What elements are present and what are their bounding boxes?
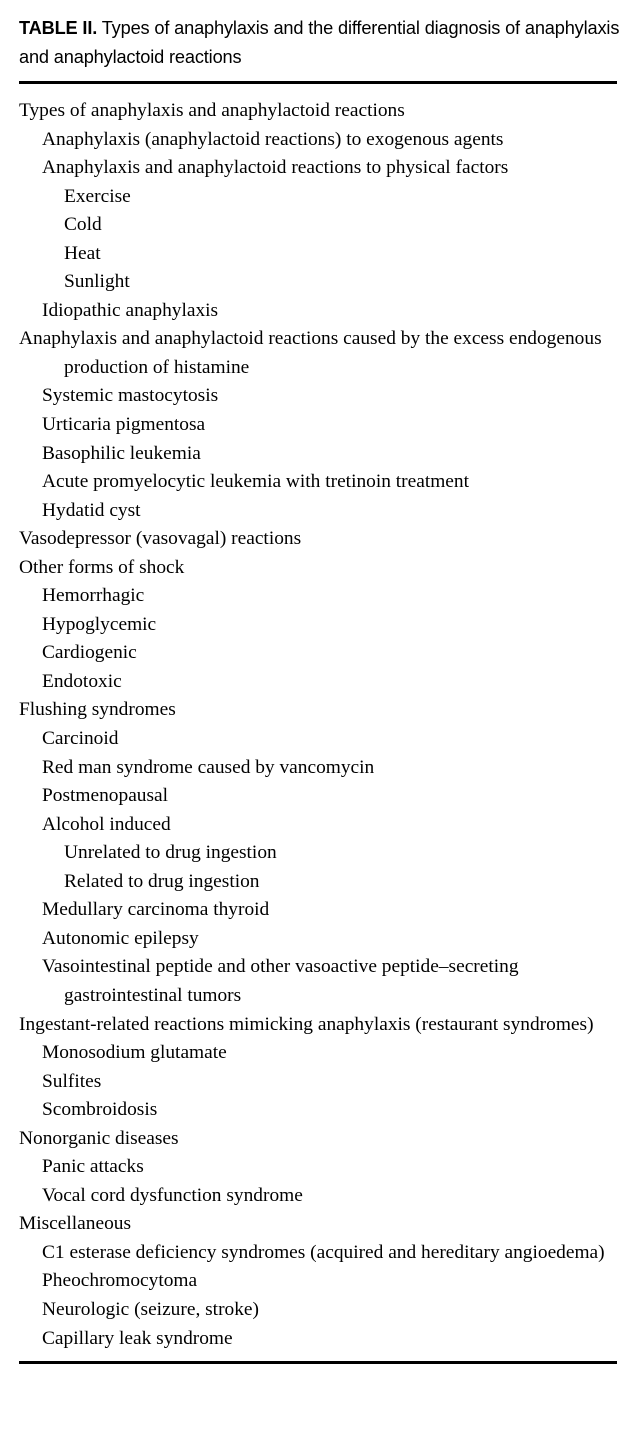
table-row: Types of anaphylaxis and anaphylactoid reactions [19,100,405,121]
table-row: Nonorganic diseases [19,1127,179,1149]
table-body [0,84,640,1353]
table-row: Hemorrhagic [42,585,145,607]
table-row: Autonomic epilepsy [42,927,199,949]
table-row: C1 esterase deficiency syndromes (acquired and hereditary angioedema) [42,1241,605,1263]
table-row: Related to drug ingestion [64,870,260,892]
table-row: Exercise [64,185,131,207]
table-caption-text: Types of anaphylaxis and the differential diagnosis of anaphylaxis and anaphylactoid reactions [19,18,620,67]
table-row: Scombroidosis [42,1099,158,1121]
table-row: Cold [64,214,102,236]
table-row: Pheochromocytoma [42,1270,198,1292]
table-row: Sunlight [64,271,130,293]
table-row: Unrelated to drug ingestion [64,842,277,864]
table-row: Anaphylaxis (anaphylactoid reactions) to exogenous agents [42,128,504,150]
table-row: Vocal cord dysfunction syndrome [42,1184,303,1206]
table-row: Medullary carcinoma thyroid [42,899,270,921]
table-row: Anaphylaxis and anaphylactoid reactions to physical factors [42,157,509,179]
table-row: Flushing syndromes [19,699,176,721]
table-caption-label: TABLE II. [19,18,98,38]
table-row: Systemic mastocytosis [42,385,219,407]
table-row: Vasointestinal peptide and other vasoactive peptide–secreting gastrointestinal tumors [42,956,519,1006]
table-row: Alcohol induced [42,813,171,835]
table-row: Hypoglycemic [42,613,157,635]
table-row: Urticaria pigmentosa [42,414,206,436]
table-row: Neurologic (seizure, stroke) [42,1298,259,1320]
table-bottom-rule [19,1361,617,1364]
table-row: Ingestant-related reactions mimicking anaphylaxis (restaurant syndromes) [19,1013,594,1035]
table-row: Endotoxic [42,670,122,692]
table-row: Hydatid cyst [42,499,141,521]
table-row: Basophilic leukemia [42,442,201,464]
table-row: Sulfites [42,1070,102,1092]
table-row: Carcinoid [42,728,119,750]
table-row: Miscellaneous [19,1213,132,1235]
table-row: Vasodepressor (vasovagal) reactions [19,528,302,550]
table-row: Capillary leak syndrome [42,1327,233,1349]
table-caption [0,0,640,72]
table-row: Panic attacks [42,1156,144,1178]
table-row: Red man syndrome caused by vancomycin [42,756,375,778]
table-row: Other forms of shock [19,556,185,578]
table-row: Cardiogenic [42,642,137,664]
table-row: Postmenopausal [42,785,169,807]
table-row: Acute promyelocytic leukemia with tretinoin treatment [42,471,469,493]
table-row: Heat [64,242,101,264]
table-row: Monosodium glutamate [42,1042,227,1064]
table-row: Anaphylaxis and anaphylactoid reactions caused by the excess endogenous production of histamine [19,328,602,378]
table-row: Idiopathic anaphylaxis [42,299,219,321]
